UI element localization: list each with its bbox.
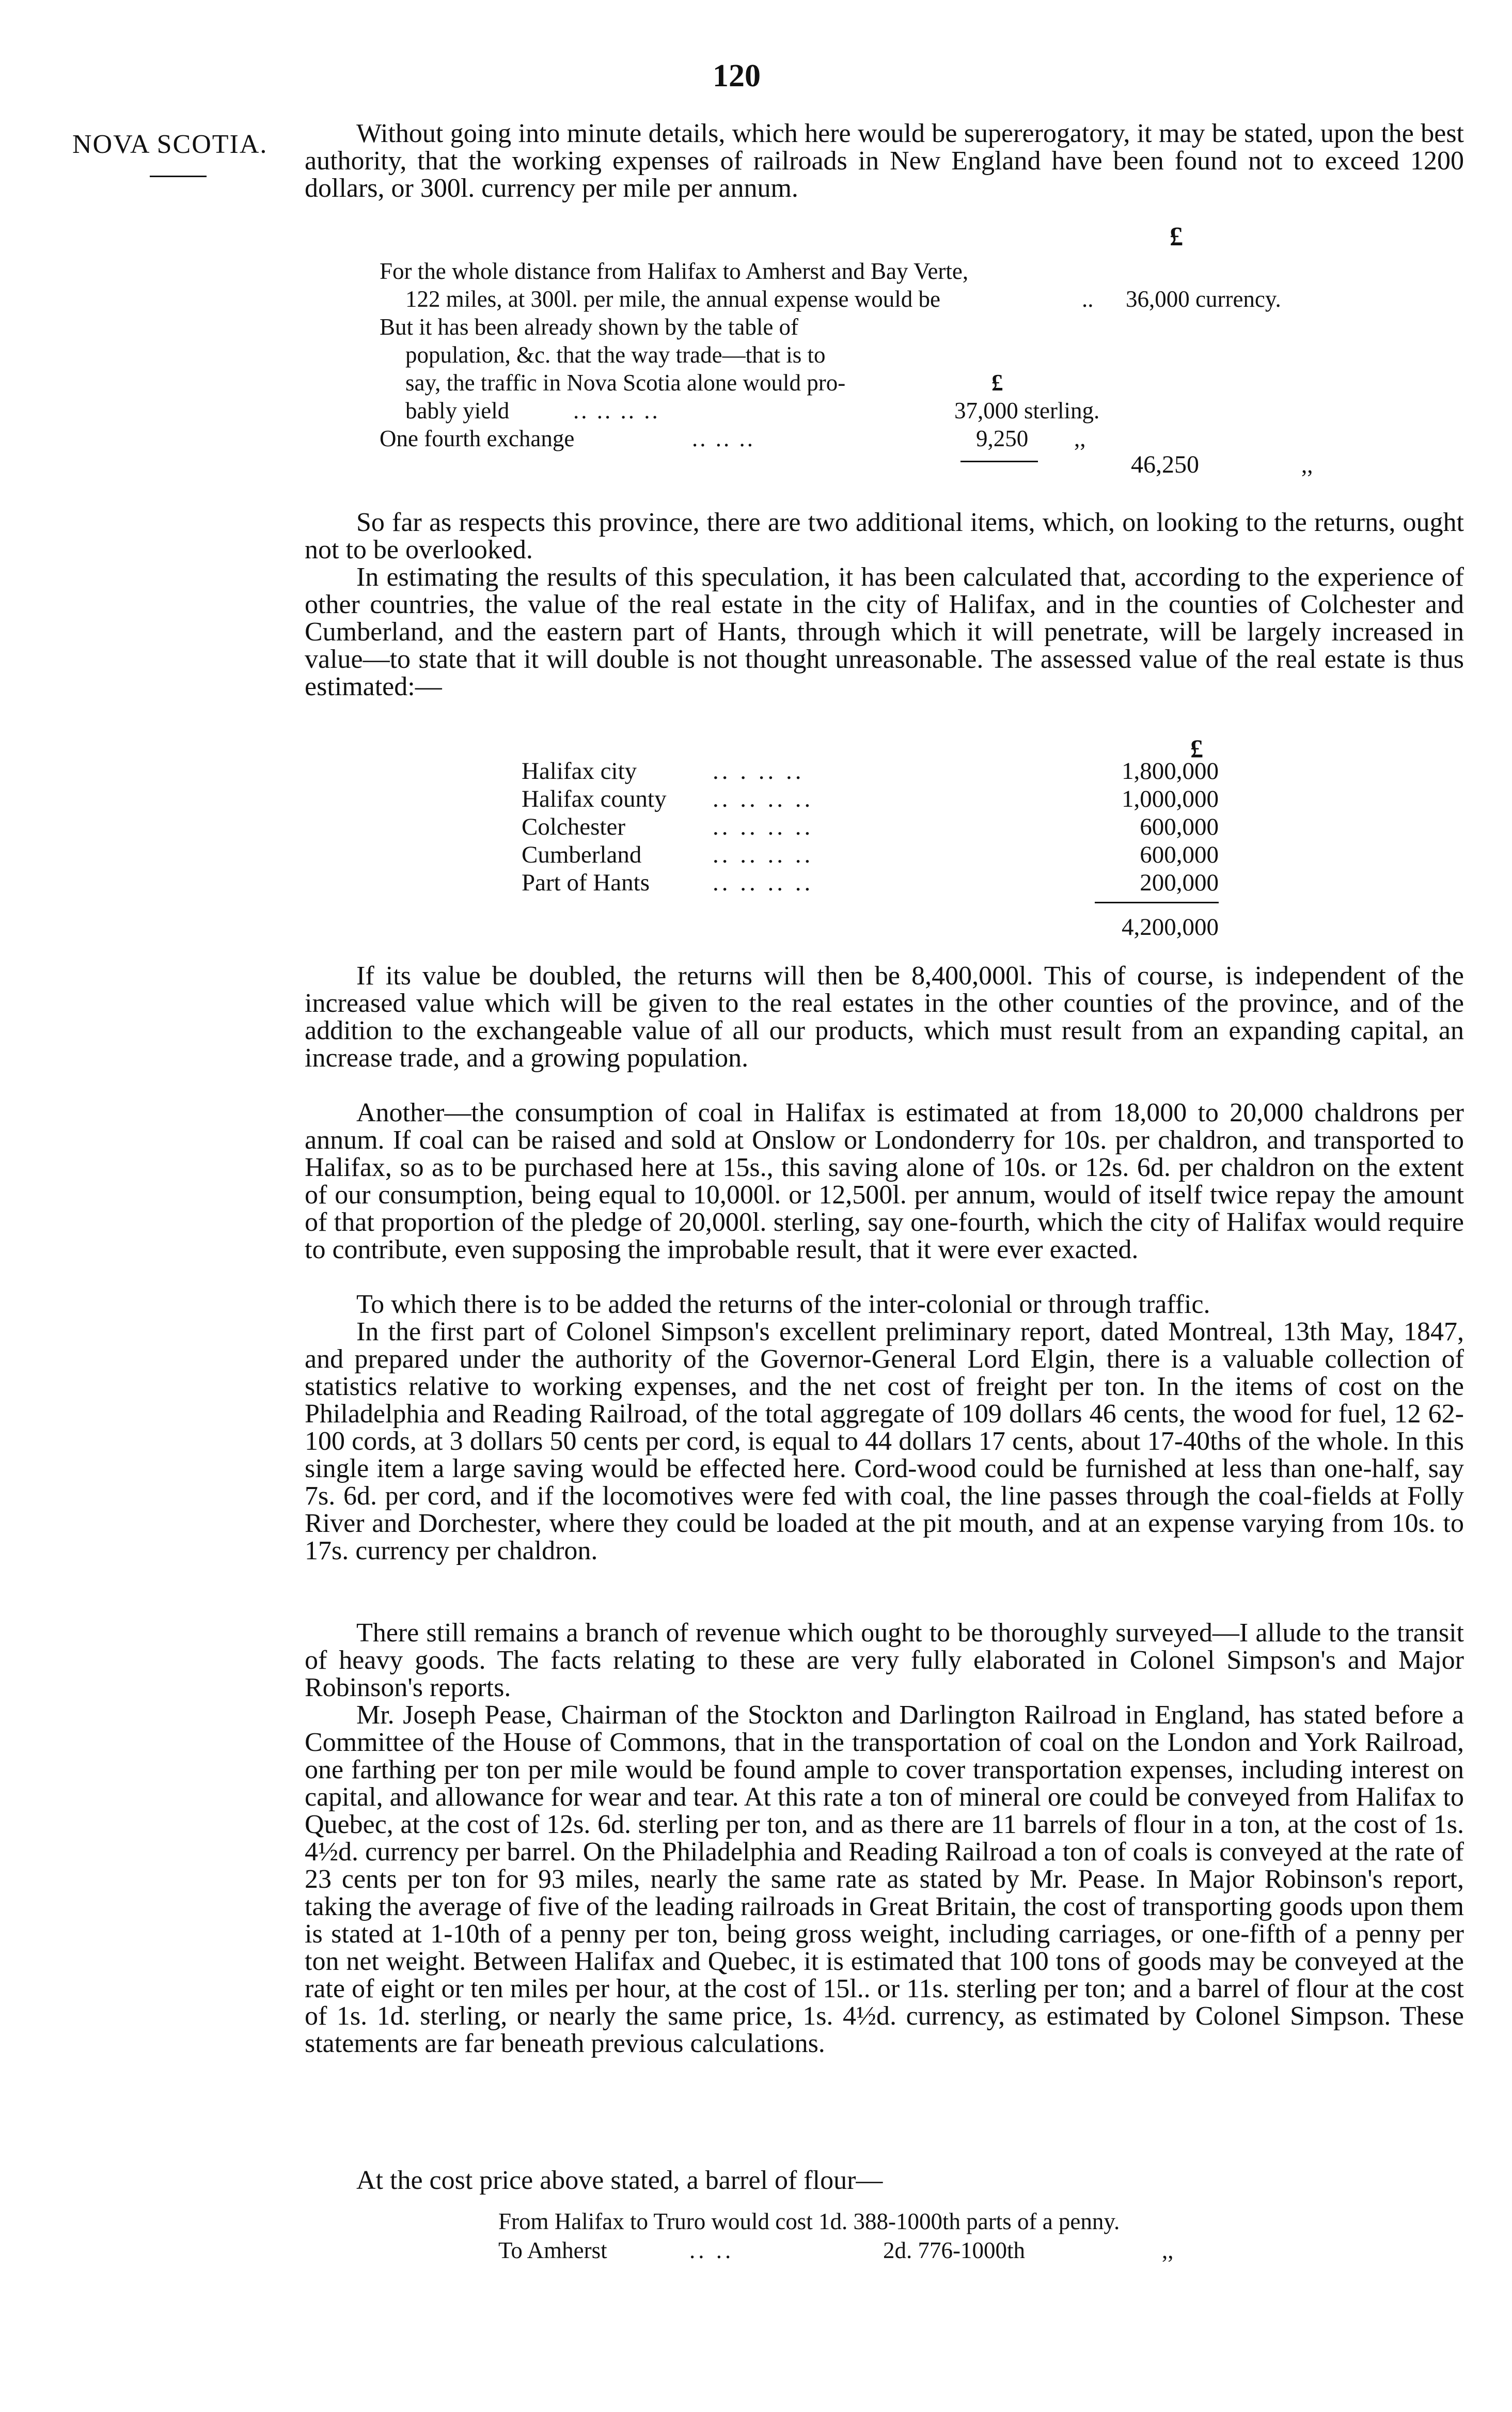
ditto-mark: ,, [1074, 426, 1086, 451]
statement-dots: .. .. .. [692, 426, 755, 451]
margin-note: NOVA SCOTIA. [72, 130, 268, 159]
paragraph: There still remains a branch of revenue which ought to be thoroughly surveyed—I allude to the transit of heavy goods. The facts relating to these are very fully elaborated in Colonel Simpson's and Major Robinson's reports. [305, 1618, 1464, 1702]
sum-rule [1095, 902, 1219, 903]
margin-dash [150, 176, 207, 177]
table-row [522, 785, 1219, 813]
statement-total: 46,250 [1131, 451, 1199, 478]
leader-dots: .. .. .. .. [713, 786, 814, 812]
table-total: 4,200,000 [1122, 914, 1219, 941]
statement-line: say, the traffic in Nova Scotia alone would pro- [405, 370, 846, 396]
leader-dots: .. .. .. .. [713, 869, 814, 896]
statement-amount: 36,000 currency. [1126, 286, 1281, 312]
table-row [522, 757, 1219, 785]
statement-amount: 9,250 [976, 426, 1029, 451]
flour-label: To Amherst [498, 2237, 607, 2263]
place-name: Cumberland [522, 841, 642, 868]
place-name: Halifax city [522, 758, 637, 785]
page-number: 120 [713, 58, 761, 93]
paragraph: In estimating the results of this speculation, it has been calculated that, according to the experience of other countries, the value of the real estate in the city of Halifax, and in the counties of Colchester and Cumberland, and the eastern part of Hants, through which it will penetrate, will be largely increased in value—to state that it will double is not thought unreasonable. The assessed value of the real estate is thus estimated:— [305, 562, 1464, 701]
currency-symbol: £ [1190, 734, 1203, 763]
flour-line: From Halifax to Truro would cost 1d. 388-1000th parts of a penny. [498, 2209, 1120, 2234]
table-row [522, 841, 1219, 869]
intro-paragraph: Without going into minute details, which here would be supererogatory, it may be stated, upon the best authority, that the working expenses of railroads in New England have been found not to exceed 1200 dollars, or 300l. currency per mile per annum. [305, 119, 1464, 203]
paragraph: If its value be doubled, the returns will then be 8,400,000l. This of course, is independent of the increased value which will be given to the real estates in the other counties of the province, and of the addition to the exchangeable value of all our products, which must result from an expanding capital, an increase trade, and a growing population. [305, 961, 1464, 1073]
pound-mid: £ [991, 370, 1003, 396]
place-name: Part of Hants [522, 869, 650, 896]
leader-dots: .. .. .. .. [713, 841, 814, 868]
statement-line: population, &c. that the way trade—that is to [405, 342, 826, 368]
leader-dots: .. . .. .. [713, 758, 805, 785]
table-row [522, 869, 1219, 897]
leader-dots: .. .. .. .. [713, 813, 814, 840]
leader-dots: .. .. [689, 2237, 734, 2263]
statement-line: But it has been already shown by the table of [380, 314, 799, 340]
statement-amount: 37,000 sterling. [954, 398, 1100, 424]
place-name: Colchester [522, 813, 625, 840]
paragraph: To which there is to be added the returns of the inter-colonial or through traffic. [356, 1290, 1210, 1319]
table-row [522, 813, 1219, 841]
statement-line: 122 miles, at 300l. per mile, the annual expense would be [405, 286, 940, 312]
place-value: 1,000,000 [1122, 786, 1219, 812]
sum-rule [960, 461, 1038, 462]
statement-line: One fourth exchange [380, 426, 575, 451]
paragraph: Another—the consumption of coal in Halifax is estimated at from 18,000 to 20,000 chaldrons per annum. If coal can be raised and sold at Onslow or Londonderry for 10s. per chaldron, and transported to Halifax, so as to be purchased here at 15s., this saving alone of 10s. or 12s. 6d. per chaldron on the extent of our consumption, being equal to 10,000l. or 12,500l. per annum, would of itself twice repay the amount of that proportion of the pledge of 20,000l. sterling, say one-fourth, which the city of Halifax would require to contribute, even supposing the improbable result, that it were ever exacted. [305, 1098, 1464, 1264]
place-value: 200,000 [1140, 869, 1219, 896]
paragraph: In the first part of Colonel Simpson's excellent preliminary report, dated Montreal, 13th May, 1847, and prepared under the authority of the Governor-General Lord Elgin, there is a valuable collection of statistics relative to working expenses, and the net cost of freight per ton. In the items of cost on the Philadelphia and Reading Railroad, of the total aggregate of 109 dollars 46 cents, the wood for fuel, 12 62-100 cords, at 3 dollars 50 cents per cord, is equal to 44 dollars 17 cents, about 17-40ths of the whole. In this single item a large saving would be effected here. Cord-wood could be furnished at less than one-half, say 7s. 6d. per cord, and if the locomotives were fed with coal, the line passes through the coal-fields at Folly River and Dorchester, where they could be loaded at the pit mouth, and at an expense varying from 10s. to 17s. currency per chaldron. [305, 1317, 1464, 1565]
ditto-mark: ,, [1162, 2237, 1174, 2263]
statement-dots: .. .. .. .. [573, 398, 660, 424]
flour-amount: 2d. 776-1000th [883, 2237, 1025, 2263]
paragraph: At the cost price above stated, a barrel of flour— [356, 2166, 883, 2195]
ditto-mark: ,, [1301, 452, 1313, 478]
paragraph: So far as respects this province, there are two additional items, which, on looking to the returns, ought not to be overlooked. [305, 508, 1464, 565]
place-value: 600,000 [1140, 813, 1219, 840]
place-value: 600,000 [1140, 841, 1219, 868]
statement-line: bably yield [405, 398, 510, 424]
place-value: 1,800,000 [1122, 758, 1219, 785]
paragraph: Mr. Joseph Pease, Chairman of the Stockton and Darlington Railroad in England, has stated before a Committee of the House of Commons, that in the transportation of coal on the London and York Railroad, one farthing per ton per mile would be found ample to cover transportation expenses, including interest on capital, and allowance for wear and tear. At this rate a ton of mineral ore could be conveyed from Halifax to Quebec, at the cost of 12s. 6d. sterling per ton, and as there are 11 barrels of flour in a ton, at the cost of 1s. 4½d. currency per barrel. On the Philadelphia and Reading Railroad a ton of coals is conveyed at the rate of 23 cents per ton for 93 miles, nearly the same rate as stated by Mr. Pease. In Major Robinson's report, taking the average of five of the leading railroads in Great Britain, the cost of transporting goods upon them is stated at 1-10th of a penny per ton, being gross weight, including carriages, or one-fifth of a penny per ton net weight. Between Halifax and Quebec, it is estimated that 100 tons of goods may be conveyed at the rate of eight or ten miles per hour, at the cost of 15l.. or 11s. sterling per ton; and a barrel of flour at the cost of 1s. 1d. sterling, or nearly the same price, 1s. 4½d. currency, as estimated by Colonel Simpson. These statements are far beneath previous calculations. [305, 1700, 1464, 2058]
statement-dots: .. [1082, 286, 1094, 312]
pound-header: £ [1170, 222, 1183, 252]
place-name: Halifax county [522, 786, 667, 812]
statement-line: For the whole distance from Halifax to Amherst and Bay Verte, [380, 258, 969, 284]
